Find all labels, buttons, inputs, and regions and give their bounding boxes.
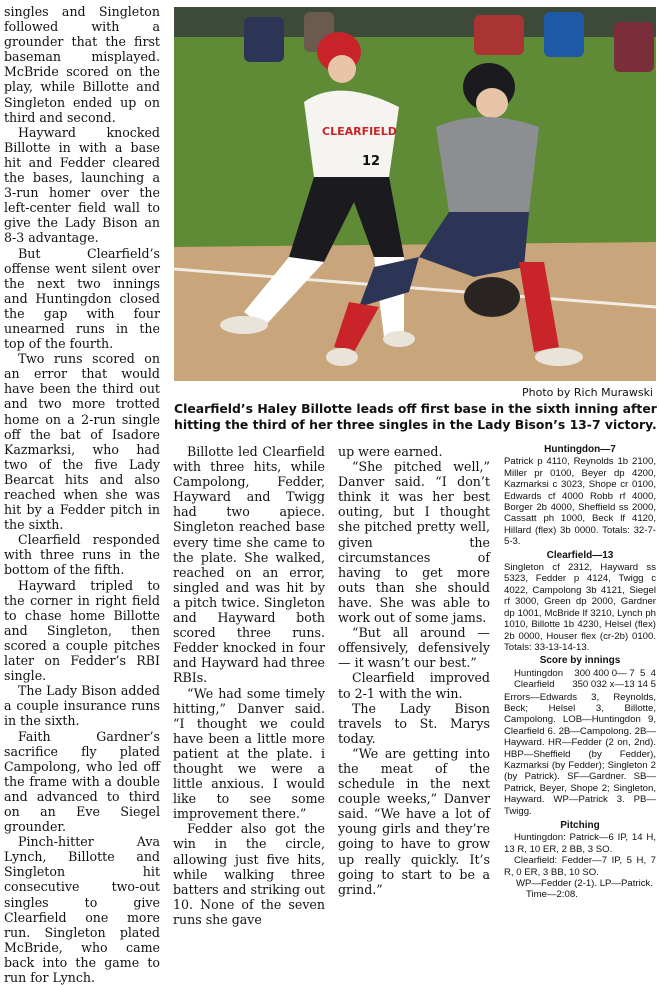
clearfield-heading: Clearfield—13 xyxy=(546,549,614,561)
article-paragraph: Clearfield responded with three runs in the bottom of the fifth. xyxy=(4,532,160,578)
pitching-heading: Pitching xyxy=(560,820,600,831)
game-time: Time—2:08. xyxy=(526,889,578,901)
article-column-3 xyxy=(338,444,490,897)
article-column-1 xyxy=(4,4,160,985)
article-paragraph: The Lady Bison added a couple insurance runs in the sixth. xyxy=(4,683,160,729)
article-column-2 xyxy=(173,444,325,927)
box-score xyxy=(504,444,656,901)
game-notes: Errors—Edwards 3, Reynolds, Beck; Helsel 3, Billotte, Campolong. LOB—Huntingdon 9, Clearfield 6. 2B—Campolong. 2B—Hayward. HR—Fedder (2 on, 2nd). HBP—Sheffield (by Fedder), Kazmarksi (by Fedder); Singleton 2 (by Patrick). SF—Gardner. SB—Patrick, Beyer, Shope 2; Singleton, Hayward. WP—Patrick 3. PB—Twigg. xyxy=(504,691,656,817)
article-paragraph: singles and Singleton followed with a grounder that the first baseman misplayed. McBride scored on the play, while Billotte and Singleton ended up on third and second. xyxy=(4,4,160,125)
jersey-text: CLEARFIELD xyxy=(322,125,397,138)
article-paragraph: Pinch-hitter Ava Lynch, Billotte and Singleton hit consecutive two-out singles to give Clearfield one more run. Singleton plated McBride, who came back into the game to run for Lynch. xyxy=(4,834,160,985)
article-paragraph: Two runs scored on an error that would have been the third out and two more trotted home on a 2-run single off the bat of Isadore Kazmarksi, who had two of the five Lady Bearcat hits and also reached when she was hit by a Fedder pitch in the sixth. xyxy=(4,351,160,533)
linescore-row-clearfield xyxy=(504,679,656,690)
linescore-team: Huntingdon xyxy=(514,667,564,679)
linescore-team: Clearfield xyxy=(514,679,555,691)
article-paragraph: “She pitched well,” Danver said. “I don’t think it was her best outing, but I thought she pitched pretty well, given the circumstances of having to get more outs than she should have. She was able to work out of some jams. xyxy=(338,459,490,626)
linescore-values: 350 032 x—13 14 5 xyxy=(572,679,656,691)
pitching-clearfield: Clearfield: Fedder—7 IP, 5 H, 7 R, 0 ER, 3 BB, 10 SO. xyxy=(504,855,656,878)
softball-photo xyxy=(174,7,656,381)
photo-caption: Clearfield’s Haley Billotte leads off first base in the sixth inning after hitting the third of her three singles in the Lady Bison’s 13-7 victory. xyxy=(174,401,657,432)
huntingdon-lineup: Patrick p 4110, Reynolds 1b 2100, Miller pr 0100, Beyer dp 4200, Kazmarksi c 3023, Shope cr 0100, Edwards cf 4000 Robb rf 4000, Borger 2b 4000, Sheffield ss 2000, Cassatt ph 1000, Beck lf 4120, Hillard (flex) 3b 0000. Totals: 32-7-5-3. xyxy=(504,456,656,548)
jersey-number: 12 xyxy=(362,154,381,169)
article-paragraph: Clearfield improved to 2-1 with the win. xyxy=(338,670,490,701)
photo-credit: Photo by Rich Murawski xyxy=(522,386,653,399)
clearfield-lineup: Singleton cf 2312, Hayward ss 5323, Fedder p 4124, Twigg c 4022, Campolong 3b 4121, Siegel rf 3000, Green dp 2000, Gardner dp 1001, McBride lf 3210, Lynch ph 1010, Billotte 1b 4230, Helsel (flex) 2b 0000, Houser flex (cr-2b) 0100. Totals: 33-13-14-13. xyxy=(504,562,656,653)
article-paragraph: Billotte led Clearfield with three hits, while Campolong, Fedder, Hayward and Twigg had two apiece. Singleton reached base every time she came to the plate. She walked, reached on an error, singled and was hit by a pitch twice. Singleton and Hayward both scored three runs. Fedder knocked in four and Hayward had three RBIs. xyxy=(173,444,325,686)
article-paragraph: Fedder also got the win in the circle, allowing just five hits, while walking three batters and striking out 10. None of the seven runs she gave xyxy=(173,821,325,927)
photo-grass xyxy=(174,37,656,247)
photo-illustration xyxy=(174,7,656,381)
article-paragraph: Hayward tripled to the corner in right field to chase home Billotte and Singleton, then scored a couple pitches later on Fedder’s RBI single. xyxy=(4,577,160,684)
pitching-huntingdon: Huntingdon: Patrick—6 IP, 14 H, 13 R, 10 ER, 2 BB, 3 SO. xyxy=(504,832,656,855)
article-paragraph: The Lady Bison travels to St. Marys today. xyxy=(338,700,490,746)
article-paragraph: “We had some timely hitting,” Danver said. “I thought we could have been a little more patient at the plate. i thought we were a little anxious. I would like to see some improvement there.” xyxy=(173,685,325,822)
innings-heading: Score by innings xyxy=(539,655,621,667)
article-paragraph: Hayward knocked Billotte in with a base hit and Fedder cleared the bases, launching a 3-run homer over the left-center field wall to give the Lady Bison an 8-3 advantage. xyxy=(4,124,160,246)
article-paragraph: “But all around — offensively, defensively — it wasn’t our best.” xyxy=(338,625,490,671)
pitching-decision: WP—Fedder (2-1). LP—Patrick. xyxy=(516,878,654,890)
article-paragraph: up were earned. xyxy=(338,444,443,459)
article-paragraph: Faith Gardner’s sacrifice fly plated Campolong, who led off the frame with a double and advanced to third on an Eve Siegel grounder. xyxy=(4,728,160,835)
article-paragraph: But Clearfield’s offense went silent over the next two innings and Huntingdon closed the gap with four unearned runs in the top of the fourth. xyxy=(4,245,160,352)
article-paragraph: “We are getting into the meat of the schedule in the next couple weeks,” Danver said. “We have a lot of young girls and they’re going to have to grow up really quickly. It’s going to start to be a grind.” xyxy=(338,745,490,897)
huntingdon-heading: Huntingdon—7 xyxy=(544,444,616,455)
linescore-values: 300 400 0— 7 5 4 xyxy=(574,667,656,679)
linescore-row-huntingdon xyxy=(504,668,656,679)
